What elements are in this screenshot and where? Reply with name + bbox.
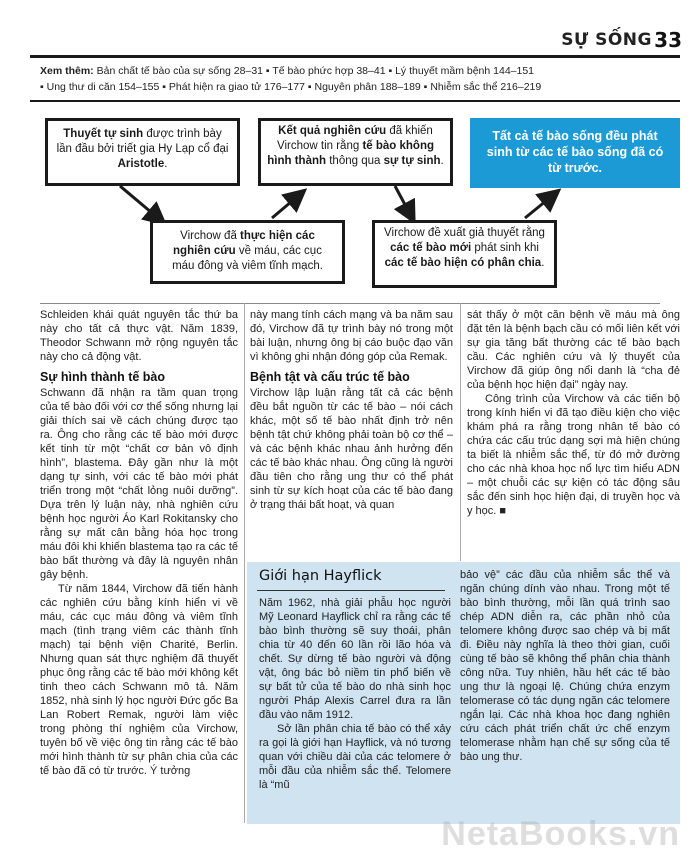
arrow-2 xyxy=(272,196,298,218)
flowchart xyxy=(0,100,700,300)
col2-heading: Bệnh tật và cấu trúc tế bào xyxy=(250,370,410,384)
flow-box-spontaneous-generation: Thuyết tự sinh được trình bày lần đầu bởi triết gia Hy Lạp cổ đại Aristotle. xyxy=(45,118,240,186)
see-also-line2: ▪ Ung thư di căn 154–155 ▪ Phát hiện ra giao tử 176–177 ▪ Nguyên phân 188–189 ▪ Nhiễm sắc thể 216–219 xyxy=(40,81,542,93)
sidebar-paragraph-1: Năm 1962, nhà giải phẫu học người Mỹ Leonard Hayflick chỉ ra rằng các tế bào bình thường sẽ suy thoái, phân chia từ 40 đến 60 lần rồi lão hóa và chết. Sự dừng tế bào người và động vật, ông bác bỏ niềm tin phổ biến về sự bất tử của tế bào do nhà sinh học người Pháp Alexis Carrel đưa ra lần đầu vào năm 1912. xyxy=(259,597,451,721)
sidebar-paragraph-3: bảo vệ” các đầu của nhiễm sắc thể và ngăn chúng dính vào nhau. Trong một tế bào bình thường, mỗi lần quá trình sao chép ADN diễn ra, các phần nhỏ của telomere không được sao chép và bị mất đi. Điều này nghĩa là theo thời gian, cuối cùng tế bào sẽ không thể phân chia thành công nữa. Tuy nhiên, hầu hết các tế bào ung thư là ngoại lệ. Chúng chứa enzym telomerase có tác dụng ngăn các telomere ngắn lại. Các nhà khoa học đang nghiên cứu cách phát triển chất ức chế enzym telomerase nhằm hạn chế sự sống của tế bào ung thư. xyxy=(460,569,670,763)
body-column-3 xyxy=(467,308,680,518)
col3-paragraph-2: Công trình của Virchow và các tiến bộ trong kính hiển vi đã tạo điều kiện cho việc khám phá ra rằng trong nhân tế bào có chứa các cấu trúc dạng sợi mà hiện chúng ta biết là nhiễm sắc thể, từ đó mở đường cho các nhà khoa học nổ lực tìm hiểu ADN – một chuỗi các sự kiện có tác động sâu sắc đến sinh học hiện đại, di truyền học và y học. ■ xyxy=(467,393,680,517)
see-also-line1: Bản chất tế bào của sự sống 28–31 ▪ Tế bào phức hợp 38–41 ▪ Lý thuyết mầm bệnh 144–151 xyxy=(96,65,535,77)
see-also xyxy=(40,63,670,95)
col3-paragraph-1: sát thấy ở một căn bệnh về máu mà ông đặt tên là bệnh bạch cầu có mối liên kết với sự gia tăng bất thường các tế bào bạch cầu. Các nghiên cứu và lý thuyết của Virchow đã giúp ông nổi danh là “cha đẻ của bệnh học hiện đại” ngày nay. xyxy=(467,309,680,391)
sidebar-column-1 xyxy=(259,596,451,792)
page-number: 33 xyxy=(654,28,682,52)
col1-paragraph-1: Schleiden khái quát nguyên tắc thứ ba này cho tất cả thực vật. Năm 1839, Theodor Schwann mở rộng nguyên tắc này cho cả động vật. xyxy=(40,309,238,363)
arrow-1 xyxy=(120,186,158,218)
hayflick-sidebar xyxy=(247,562,680,824)
arrow-3 xyxy=(395,186,410,214)
section-title: SỰ SỐNG xyxy=(561,30,652,50)
watermark: NetaBooks.vn xyxy=(441,815,680,853)
col2-paragraph-2: Virchow lập luận rằng tất cả các bệnh đều bắt nguồn từ các tế bào – nói cách khác, một số tế bào nhất định trở nên bệnh tật chứ không phải toàn bộ cơ thể – và các bệnh khác nhau ảnh hưởng đến các tế bào khác nhau. Ông cũng là người đầu tiên cho rằng ung thư có thể phát sinh từ sự kích hoạt của các tế bào đang ở trạng thái bất hoạt, và quan xyxy=(250,387,453,511)
sidebar-column-2 xyxy=(460,568,670,764)
col1-heading: Sự hình thành tế bào xyxy=(40,370,166,384)
flow-box-research-results: Kết quả nghiên cứu đã khiến Virchow tin rằng tế bào không hình thành thông qua sự tự sinh. xyxy=(258,118,453,186)
col2-paragraph-1: này mang tính cách mạng và ba năm sau đó, Virchow đã tự trình bày nó trong một bài luận, nhưng ông bị cáo buộc đạo văn vì không ghi nhận đóng góp của Remak. xyxy=(250,309,453,363)
column-divider-1 xyxy=(244,303,245,823)
flow-box-cell-division-hypothesis: Virchow đề xuất giả thuyết rằng các tế bào mới phát sinh khi các tế bào hiện có phân chia. xyxy=(372,220,557,288)
body-column-1 xyxy=(40,308,238,778)
col1-paragraph-3: Từ năm 1844, Virchow đã tiến hành các nghiên cứu bằng kính hiển vi về máu, các cục máu đông và viêm tĩnh mạch (tình trạng viêm các thành tĩnh mạch) tại bệnh viện Charité, Berlin. Nhưng quan sát thực nghiệm đã thuyết phục ông rằng các tế bào mới không kết tinh theo cách Schwann mô tả. Năm 1852, nhà sinh lý học người Đức gốc Ba Lan Robert Remak, người làm việc trong phòng thí nghiệm của Virchow, tuyên bố về việc ông tin rằng các tế bào mới hình thành từ sự phân chia của các tế bào đã có từ trước. Ý tưởng xyxy=(40,583,238,777)
flow-rule xyxy=(40,303,660,304)
see-also-label: Xem thêm: xyxy=(40,65,94,77)
sidebar-paragraph-2: Sở lần phân chia tế bào có thể xảy ra gọi là giới hạn Hayflick, và nó tương quan với chiều dài của các telomere ở mỗi đầu của nhiễm sắc thể. Telomere là “mũ xyxy=(259,723,451,791)
body-column-2 xyxy=(250,308,453,512)
sidebar-title: Giới hạn Hayflick xyxy=(259,568,382,584)
column-divider-2 xyxy=(460,303,461,561)
sidebar-title-underline xyxy=(257,590,445,591)
arrow-4 xyxy=(525,196,552,218)
flow-box-virchow-studies: Virchow đã thực hiện các nghiên cứu về máu, các cục máu đông và viêm tĩnh mạch. xyxy=(150,220,345,284)
flow-box-conclusion: Tất cả tế bào sống đều phát sinh từ các tế bào sống đã có từ trước. xyxy=(470,118,680,188)
col1-paragraph-2: Schwann đã nhận ra tầm quan trọng của tế bào đối với cơ thể sống nhưng lại giải thích sai về cách chúng được tạo ra. Ông cho rằng các tế bào mới được kết tinh từ một “chất cơ bản vô định hình”, blastema. Đây gần như là một dạng tự sinh, với các tế bào mới phát triển trong một “chất lỏng nuôi dưỡng”. Dựa trên lý luận này, nhà nghiên cứu bệnh học người Áo Karl Rokitansky cho rằng sự mất cân bằng hóa học trong máu đôi khi khiến blastema tạo ra các tế bào bất thường và đây là nguyên nhân gây bệnh. xyxy=(40,387,238,581)
top-rule xyxy=(30,55,680,58)
